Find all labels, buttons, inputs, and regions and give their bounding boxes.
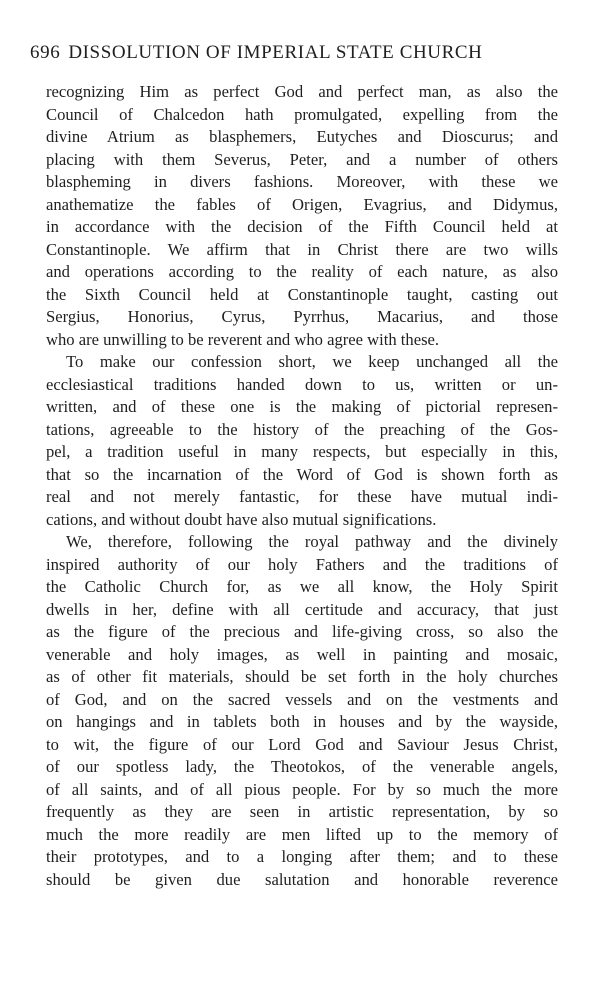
text-line: should be given due salutation and honorable reverence [46,869,558,889]
text-line: real and not merely fantastic, for these have mutual indi- [46,487,558,506]
text-line: placing with them Severus, Peter, and a number of others [46,149,558,169]
text-line: who are unwilling to be reverent and who agree with these. [46,329,440,349]
page-number: 696 [30,42,61,63]
text-line: much the more readily are men lifted up to the memory of [46,824,558,844]
text-line: pel, a tradition useful in many respects, but especially in this, [46,442,558,461]
text-line: of our spotless lady, the Theotokos, of the venerable angels, [46,757,558,776]
text-line: anathematize the fables of Origen, Evagrius, and Didymus, [46,194,558,214]
text-line: inspired authority of our holy Fathers and the traditions of [46,554,558,574]
text-line: as of other fit materials, should be set forth in the holy churches [46,667,558,686]
running-header [30,40,558,66]
text-line: the Catholic Church for, as we all know, the Holy Spirit [46,577,558,596]
text-line: blaspheming in divers fashions. Moreover, with these we [46,172,558,191]
text-line: We, therefore, following the royal pathway and the divinely [66,532,558,551]
text-line: in accordance with the decision of the Fifth Council held at [46,217,558,236]
running-title: DISSOLUTION OF IMPERIAL STATE CHURCH [68,42,483,63]
text-line: Council of Chalcedon hath promulgated, expelling from the [46,104,558,124]
text-line: ecclesiastical traditions handed down to us, written or un- [46,374,558,394]
text-line: divine Atrium as blasphemers, Eutyches and Dioscurus; and [46,127,558,146]
text-line: written, and of these one is the making of pictorial represen- [46,397,558,416]
text-line: tations, agreeable to the history of the preaching of the Gos- [46,419,558,439]
text-line: frequently as they are seen in artistic representation, by so [46,802,558,821]
text-line: on hangings and in tablets both in houses and by the wayside, [46,712,558,731]
text-line: To make our confession short, we keep unchanged all the [66,352,558,371]
text-line: and operations according to the reality of each nature, as also [46,262,558,281]
body-text [46,81,558,891]
text-line: Sergius, Honorius, Cyrus, Pyrrhus, Macarius, and those [46,307,558,326]
text-line: cations, and without doubt have also mutual significations. [46,509,437,529]
text-line: Constantinople. We affirm that in Christ there are two wills [46,239,558,259]
text-line: that so the incarnation of the Word of God is shown forth as [46,464,558,484]
text-line: recognizing Him as perfect God and perfect man, as also the [46,82,558,101]
text-line: the Sixth Council held at Constantinople taught, casting out [46,284,558,304]
text-line: their prototypes, and to a longing after them; and to these [46,847,558,866]
text-line: dwells in her, define with all certitude and accuracy, that just [46,599,558,619]
text-line: of all saints, and of all pious people. For by so much the more [46,779,558,799]
text-line: of God, and on the sacred vessels and on the vestments and [46,689,558,709]
text-line: venerable and holy images, as well in painting and mosaic, [46,644,558,664]
text-line: as the figure of the precious and life-giving cross, so also the [46,622,558,641]
text-line: to wit, the figure of our Lord God and Saviour Jesus Christ, [46,734,558,754]
